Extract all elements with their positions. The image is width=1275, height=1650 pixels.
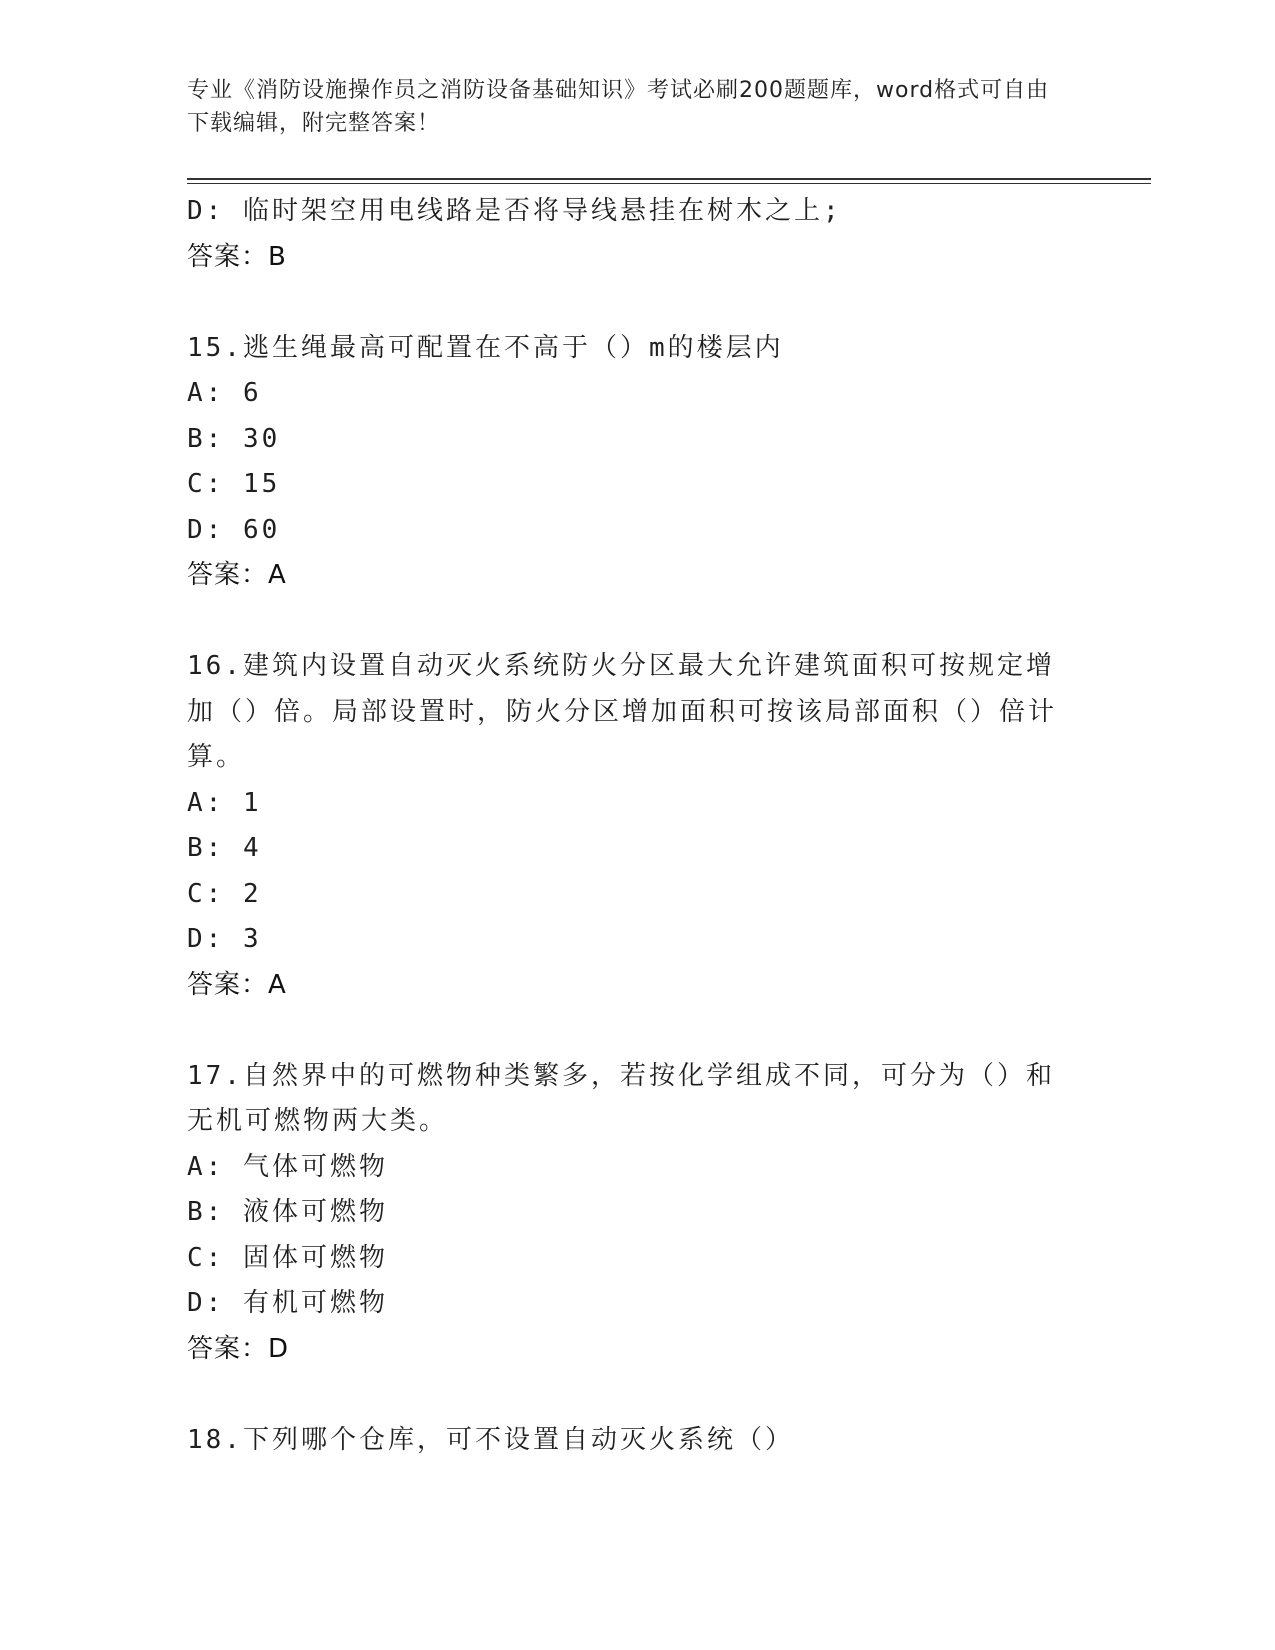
header-rule-thin	[187, 183, 1151, 184]
option-d: D: 临时架空用电线路是否将导线悬挂在树木之上;	[187, 196, 842, 226]
document-body	[187, 189, 1067, 1463]
question-16	[187, 644, 1067, 1008]
prev-question-tail	[187, 189, 1067, 280]
answer: 答案：A	[187, 969, 287, 1000]
option-a: A: 6	[187, 378, 262, 408]
option-a: A: 1	[187, 787, 262, 818]
answer: 答案：A	[187, 560, 287, 590]
question-15	[187, 326, 1067, 599]
question-stem: 16.建筑内设置自动灭火系统防火分区最大允许建筑面积可按规定增加（）倍。局部设置时，防火分区增加面积可按该局部面积（）倍计算。	[187, 651, 1058, 772]
option-b: B: 4	[187, 833, 262, 863]
document-header: 专业《消防设施操作员之消防设备基础知识》考试必刷200题题库，word格式可自由下载编辑，附完整答案！	[187, 78, 1050, 136]
question-18	[187, 1418, 1067, 1464]
option-d: D: 60	[187, 514, 281, 545]
question-stem: 15.逃生绳最高可配置在不高于（）m的楼层内	[187, 332, 784, 363]
answer: 答案：B	[187, 241, 287, 272]
option-a: A: 气体可燃物	[187, 1151, 388, 1182]
question-stem: 17.自然界中的可燃物种类繁多，若按化学组成不同，可分为（）和无机可燃物两大类。	[187, 1060, 1055, 1136]
question-stem: 18.下列哪个仓库，可不设置自动灭火系统（）	[187, 1424, 794, 1455]
option-b: B: 液体可燃物	[187, 1197, 388, 1227]
header-rule-thick	[187, 178, 1151, 180]
option-c: C: 固体可燃物	[187, 1242, 388, 1273]
question-17	[187, 1054, 1067, 1373]
answer: 答案：D	[187, 1333, 290, 1364]
option-c: C: 15	[187, 469, 281, 499]
option-b: B: 30	[187, 423, 281, 454]
option-d: D: 3	[187, 924, 262, 954]
option-d: D: 有机可燃物	[187, 1288, 388, 1318]
option-c: C: 2	[187, 878, 262, 909]
